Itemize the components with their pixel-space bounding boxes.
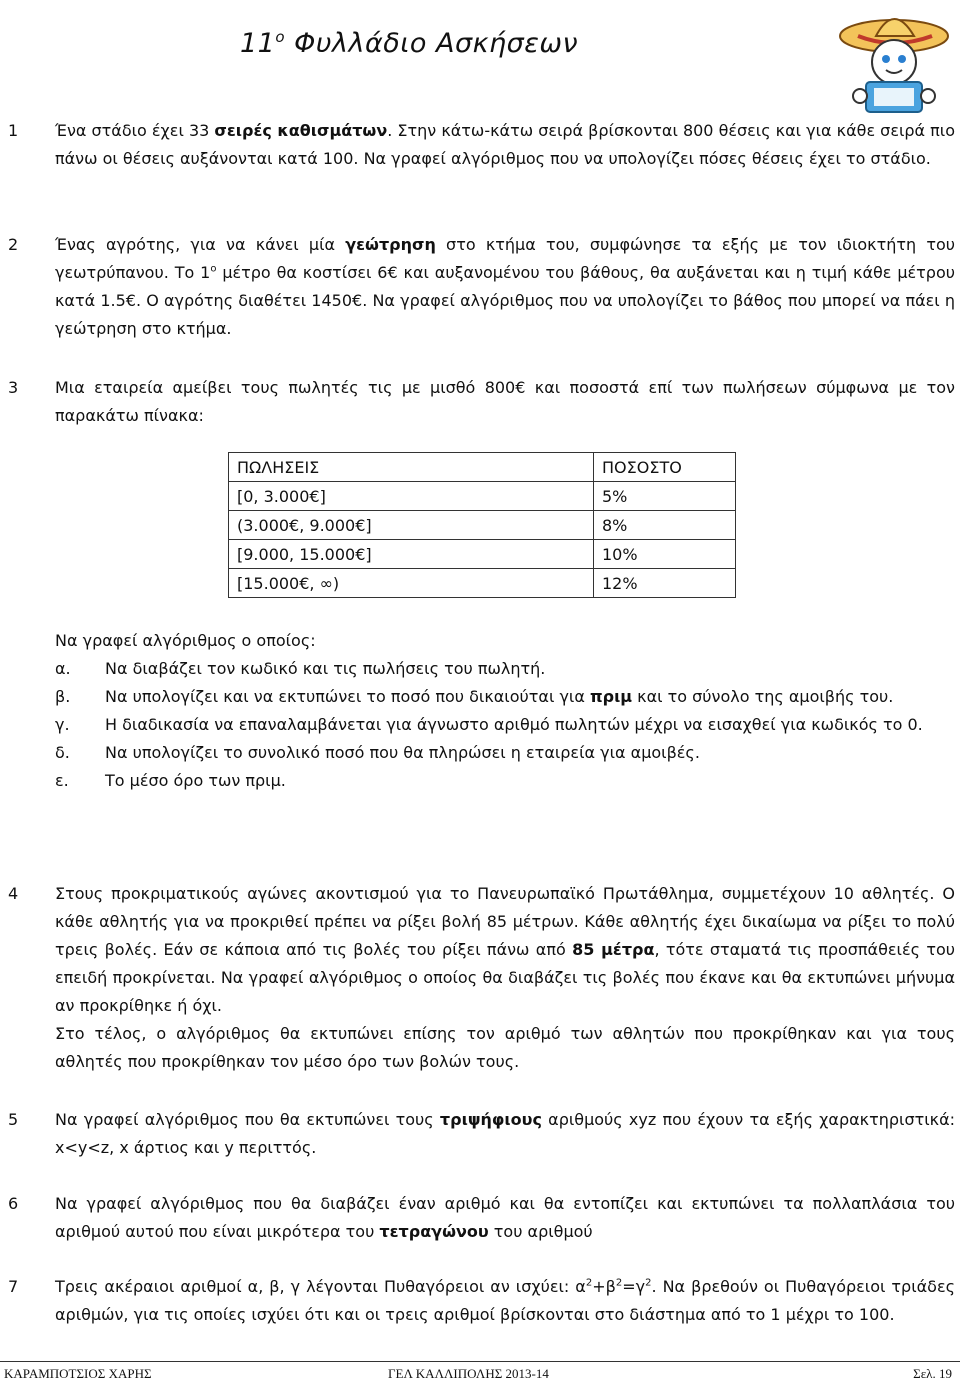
table-row (229, 569, 736, 598)
table-header-percent: ΠΟΣΟΣΤΟ (594, 453, 736, 482)
exercise-text: Μια εταιρεία αμείβει τους πωλητές τις με μισθό 800€ και ποσοστά επί των πωλήσεων σύμφωνα με τον παρακάτω πίνακα: (55, 378, 955, 425)
footer-school: ΓΕΛ ΚΑΛΛΙΠΟΛΗΣ 2013-14 (388, 1366, 549, 1381)
exercise-number: 2 (8, 235, 19, 254)
table-cell-percent: 10% (594, 540, 736, 569)
table-header-sales: ΠΩΛΗΣΕΙΣ (229, 453, 594, 482)
exercise-3-tasks (55, 627, 955, 795)
task-item: α. Να διαβάζει τον κωδικό και τις πωλήσεις του πωλητή. (55, 659, 546, 678)
table-cell-range: (3.000€, 9.000€] (229, 511, 594, 540)
table-row (229, 540, 736, 569)
exercise-number: 6 (8, 1194, 19, 1213)
task-item: ε. Το μέσο όρο των πριμ. (55, 771, 286, 790)
exercise-text: Στους προκριματικούς αγώνες ακοντισμού για το Πανευρωπαϊκό Πρωτάθλημα, συμμετέχουν 10 αθλητές. Ο κάθε αθλητής για να προκριθεί πρέπει να ρίξει βολή 85 μέτρων. Κάθε αθλητής έχει δικαίωμα να ρίξει το πολύ τρεις βολές. Εάν σε κάποια από τις βολές του ρίξει πάνω από 85 μέτρα, τότε σταματά τις προσπάθειές του επειδή προκρίνεται. Να γραφεί αλγόριθμος ο οποίος θα διαβάζει τις βολές που έκανε και θα εκτυπώνει μήνυμα αν προκρίθηκε ή όχι. Στο τέλος, ο αλγόριθμος θα εκτυπώνει επίσης τον αριθμό των αθλητών που προκρίθηκαν και για τους αθλητές που προκρίθηκαν τον μέσο όρο των βολών τους. (55, 884, 955, 1071)
table-cell-percent: 8% (594, 511, 736, 540)
exercise-text: Να γραφεί αλγόριθμος που θα διαβάζει έναν αριθμό και θα εντοπίζει και εκτυπώνει τα πολλαπλάσια του αριθμού αυτού που είναι μικρότερα του τετραγώνου του αριθμού (55, 1194, 955, 1241)
table-cell-percent: 5% (594, 482, 736, 511)
exercise-text: Τρεις ακέραιοι αριθμοί α, β, γ λέγονται Πυθαγόρειοι αν ισχύει: $\alpha^2+\beta^2=\gamma^2$. Να βρεθούν οι Πυθαγόρειοι τριάδες αριθμών, για τις οποίες ισχύει ότι και οι τρεις αριθμοί βρίσκονται στο διάστημα από το 1 μέχρι το 100. (55, 1277, 956, 1324)
exercise-number: 3 (8, 378, 19, 397)
table-cell-range: [9.000, 15.000€] (229, 540, 594, 569)
table-cell-range: [0, 3.000€] (229, 482, 594, 511)
commission-table (228, 452, 736, 598)
exercise-text: Ένας αγρότης, για να κάνει μία γεώτρηση στο κτήμα του, συμφώνησε τα εξής με τον ιδιοκτήτη του γεωτρύπανου. Το $1^o$ μέτρο θα κοστίσει 6€ και αυξανομένου του βάθους, θα αυξάνεται και η τιμή κάθε μέτρου κατά 1.5€. Ο αγρότης διαθέτει 1450€. Να γραφεί αλγόριθμος που να υπολογίζει το βάθος που μπορεί να πάει η γεώτρηση στο κτήμα. (55, 235, 955, 338)
exercise-text: Να γραφεί αλγόριθμος που θα εκτυπώνει τους τριψήφιους αριθμούς xyz που έχουν τα εξής χαρακτηριστικά: x<y<z, x άρτιος και y περιττός. (55, 1110, 955, 1157)
task-item: β. Να υπολογίζει και να εκτυπώνει το ποσό που δικαιούται για πριμ και το σύνολο της αμοιβής του. (55, 687, 894, 706)
footer-author: ΚΑΡΑΜΠΟΤΣΙΟΣ ΧΑΡΗΣ (4, 1366, 152, 1381)
mascot-cat-with-laptop-icon (836, 6, 954, 116)
exercise-number: 1 (8, 121, 19, 140)
tasks-lead: Να γραφεί αλγόριθμος ο οποίος: (55, 631, 316, 650)
exercise-text: Ένα στάδιο έχει 33 σειρές καθισμάτων. Στην κάτω-κάτω σειρά βρίσκονται 800 θέσεις και για κάθε σειρά πιο πάνω οι θέσεις αυξάνονται κατά 100. Να γραφεί αλγόριθμος που να υπολογίζει πόσες θέσεις έχει το στάδιο. (55, 121, 955, 168)
table-row (229, 482, 736, 511)
table-row (229, 511, 736, 540)
task-item: δ. Να υπολογίζει το συνολικό ποσό που θα πληρώσει η εταιρεία για αμοιβές. (55, 743, 700, 762)
exercise-number: 5 (8, 1110, 19, 1129)
task-item: γ. Η διαδικασία να επαναλαμβάνεται για άγνωστο αριθμό πωλητών μέχρι να εισαχθεί για κωδικός το 0. (55, 715, 923, 734)
table-cell-range: [15.000€, ∞) (229, 569, 594, 598)
page-footer (0, 1361, 960, 1382)
page-title: $11^o$ Φυλλάδιο Ασκήσεων (240, 28, 579, 59)
table-header-row (229, 453, 736, 482)
exercise-number: 7 (8, 1277, 19, 1296)
footer-page-number: Σελ. 19 (913, 1366, 952, 1381)
table-cell-percent: 12% (594, 569, 736, 598)
exercise-number: 4 (8, 884, 19, 903)
